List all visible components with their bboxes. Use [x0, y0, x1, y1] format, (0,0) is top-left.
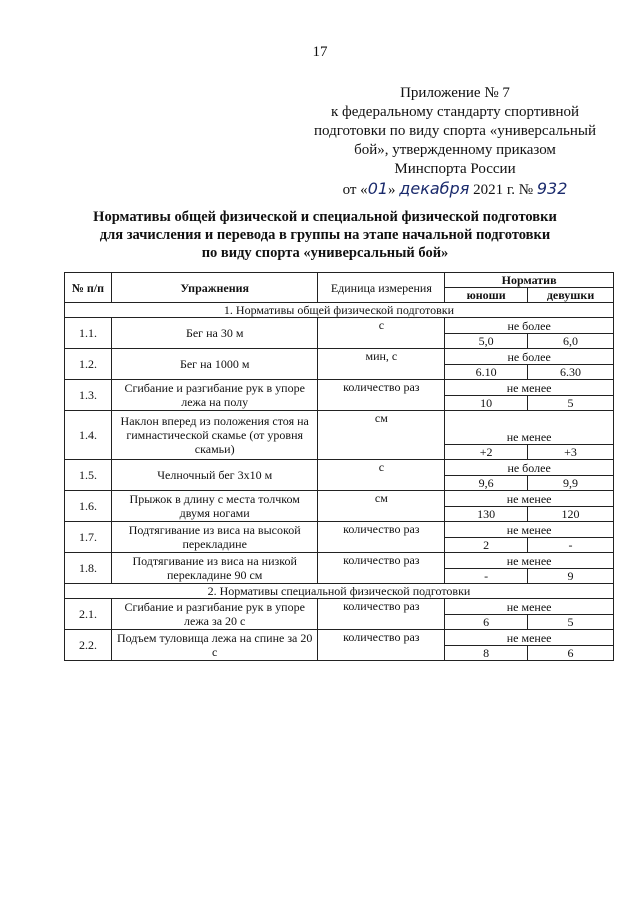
- cell-exercise: Подъем туловища лежа на спине за 20 с: [111, 630, 318, 661]
- cell-girls: 6.30: [528, 365, 614, 380]
- header-norm: Норматив: [445, 273, 614, 288]
- cell-unit: см: [318, 491, 445, 522]
- cell-condition: не более: [445, 318, 614, 334]
- appendix-line: бой», утвержденному приказом: [354, 142, 556, 158]
- cell-num: 1.3.: [65, 380, 112, 411]
- cell-condition: не менее: [445, 491, 614, 507]
- cell-exercise: Наклон вперед из положения стоя на гимнастической скамье (от уровня скамьи): [111, 411, 318, 460]
- heading-line: по виду спорта «универсальный бой»: [201, 245, 449, 261]
- cell-num: 1.8.: [65, 553, 112, 584]
- appendix-line: подготовки по виду спорта «универсальный: [313, 123, 596, 139]
- cell-boys: 130: [445, 507, 528, 522]
- table-row: [65, 522, 614, 538]
- cell-num: 1.1.: [65, 318, 112, 349]
- section-title: 1. Нормативы общей физической подготовки: [65, 303, 614, 318]
- date-year: 2021 г. №: [473, 182, 534, 198]
- cell-girls: +3: [528, 445, 614, 460]
- cell-girls: 9: [528, 569, 614, 584]
- cell-condition: не более: [445, 349, 614, 365]
- cell-num: 1.2.: [65, 349, 112, 380]
- appendix-block: [300, 84, 610, 200]
- table-row: [65, 599, 614, 615]
- cell-unit: количество раз: [318, 553, 445, 584]
- cell-boys: -: [445, 569, 528, 584]
- norms-table: [64, 272, 614, 661]
- appendix-line: Минспорта России: [394, 161, 516, 177]
- table-row: [65, 411, 614, 445]
- cell-condition: не менее: [445, 599, 614, 615]
- date-prefix: от «: [342, 182, 368, 198]
- table-row: [65, 318, 614, 334]
- order-date-line: [300, 179, 610, 200]
- header-boys: юноши: [445, 288, 528, 303]
- cell-condition: не менее: [445, 411, 614, 445]
- header-unit: Единица измерения: [318, 273, 445, 303]
- cell-girls: 5: [528, 396, 614, 411]
- cell-boys: 5,0: [445, 334, 528, 349]
- cell-boys: +2: [445, 445, 528, 460]
- cell-exercise: Сгибание и разгибание рук в упоре лежа на полу: [111, 380, 318, 411]
- cell-girls: -: [528, 538, 614, 553]
- cell-girls: 6: [528, 646, 614, 661]
- cell-exercise: Подтягивание из виса на высокой перекладине: [111, 522, 318, 553]
- cell-unit: с: [318, 318, 445, 349]
- cell-boys: 8: [445, 646, 528, 661]
- cell-girls: 5: [528, 615, 614, 630]
- cell-boys: 6.10: [445, 365, 528, 380]
- cell-exercise: Бег на 30 м: [111, 318, 318, 349]
- cell-boys: 6: [445, 615, 528, 630]
- cell-unit: количество раз: [318, 599, 445, 630]
- cell-exercise: Сгибание и разгибание рук в упоре лежа за 20 с: [111, 599, 318, 630]
- cell-unit: мин, с: [318, 349, 445, 380]
- cell-girls: 9,9: [528, 476, 614, 491]
- table-row: [65, 349, 614, 365]
- cell-condition: не менее: [445, 380, 614, 396]
- cell-num: 2.1.: [65, 599, 112, 630]
- cell-num: 1.5.: [65, 460, 112, 491]
- table-row: [65, 553, 614, 569]
- cell-exercise: Бег на 1000 м: [111, 349, 318, 380]
- header-num: № п/п: [65, 273, 112, 303]
- section-title: 2. Нормативы специальной физической подготовки: [65, 584, 614, 599]
- cell-condition: не менее: [445, 522, 614, 538]
- table-row: [65, 380, 614, 396]
- cell-girls: 120: [528, 507, 614, 522]
- date-mid: »: [388, 182, 396, 198]
- appendix-title: Приложение № 7: [400, 85, 510, 101]
- cell-boys: 2: [445, 538, 528, 553]
- cell-unit: количество раз: [318, 630, 445, 661]
- handwritten-month: декабря: [399, 179, 470, 198]
- cell-exercise: Подтягивание из виса на низкой перекладине 90 см: [111, 553, 318, 584]
- cell-condition: не более: [445, 460, 614, 476]
- document-heading: [40, 208, 610, 262]
- cell-girls: 6,0: [528, 334, 614, 349]
- handwritten-number: 932: [536, 179, 568, 198]
- cell-num: 1.4.: [65, 411, 112, 460]
- cell-unit: количество раз: [318, 380, 445, 411]
- cell-boys: 9,6: [445, 476, 528, 491]
- cell-exercise: Прыжок в длину с места толчком двумя ногами: [111, 491, 318, 522]
- cell-num: 2.2.: [65, 630, 112, 661]
- header-girls: девушки: [528, 288, 614, 303]
- cell-boys: 10: [445, 396, 528, 411]
- page-number: 17: [312, 44, 328, 60]
- cell-unit: количество раз: [318, 522, 445, 553]
- header-exercise: Упражнения: [111, 273, 318, 303]
- table-row: [65, 630, 614, 646]
- cell-exercise: Челночный бег 3х10 м: [111, 460, 318, 491]
- handwritten-day: 01: [367, 179, 389, 198]
- heading-line: Нормативы общей физической и специальной физической подготовки: [93, 209, 557, 225]
- cell-num: 1.6.: [65, 491, 112, 522]
- table-row: [65, 460, 614, 476]
- cell-condition: не менее: [445, 630, 614, 646]
- cell-num: 1.7.: [65, 522, 112, 553]
- cell-unit: см: [318, 411, 445, 460]
- table-row: [65, 491, 614, 507]
- cell-unit: с: [318, 460, 445, 491]
- appendix-line: к федеральному стандарту спортивной: [330, 104, 580, 120]
- cell-condition: не менее: [445, 553, 614, 569]
- heading-line: для зачисления и перевода в группы на этапе начальной подготовки: [99, 227, 551, 243]
